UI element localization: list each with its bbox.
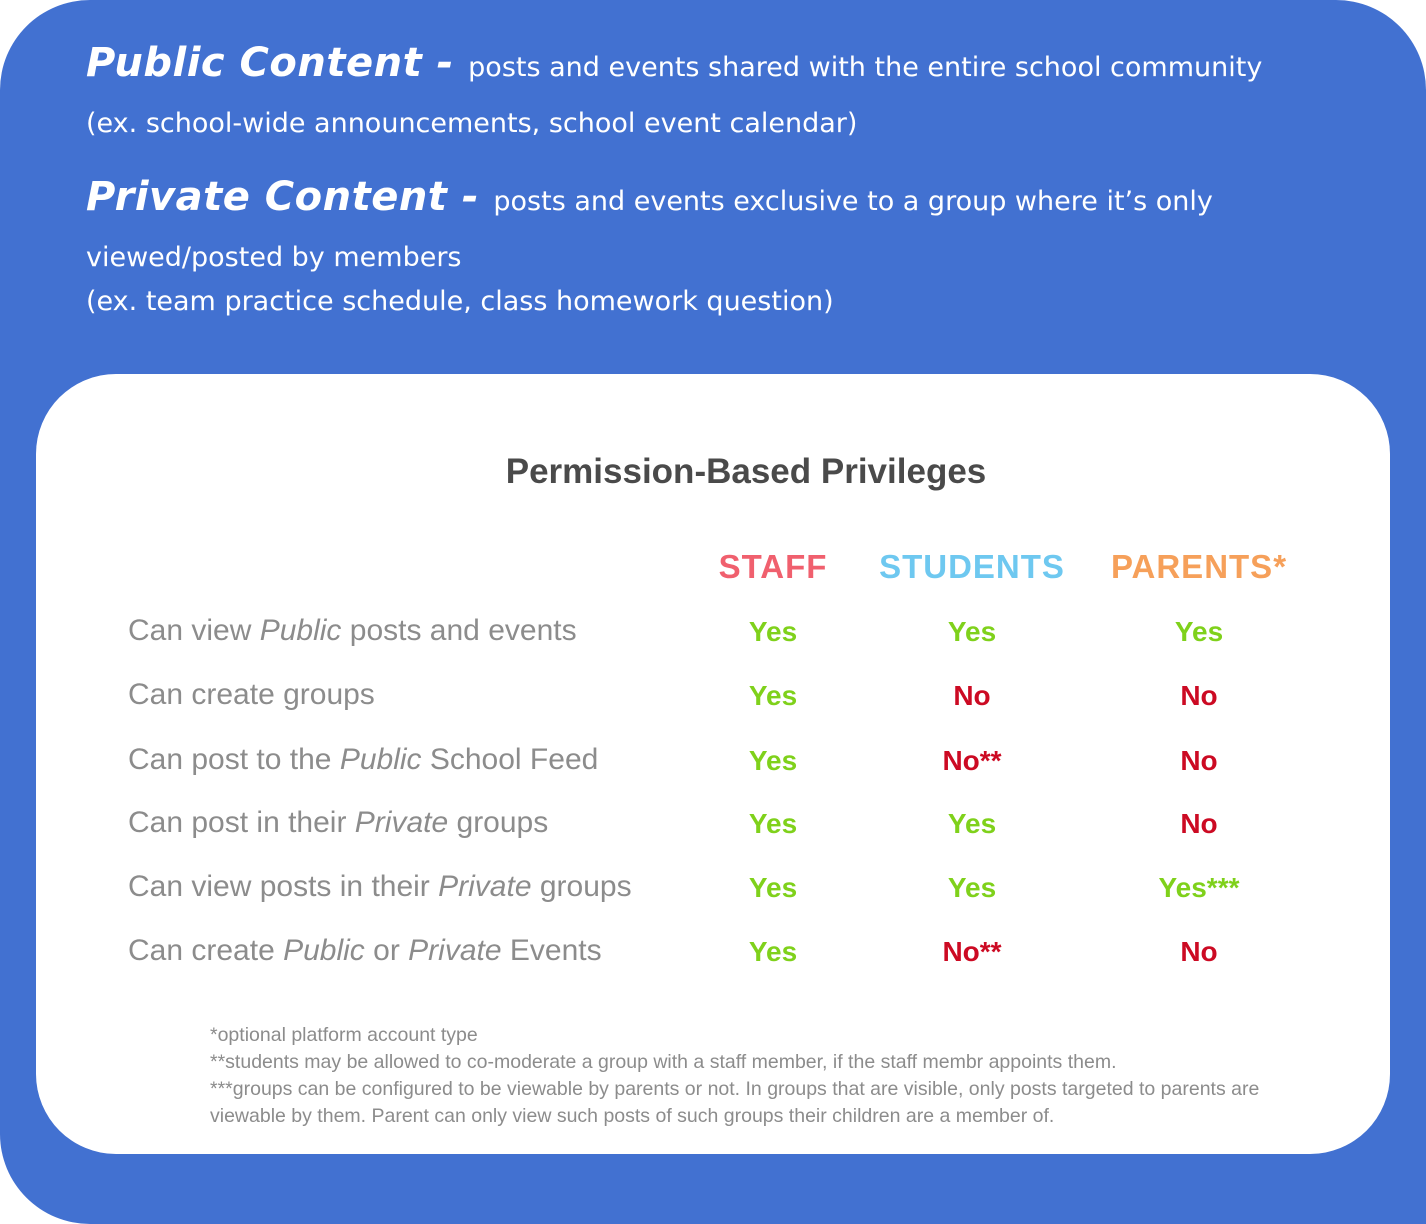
column-header-students: STUDENTS [879,548,1065,585]
footnotes [210,1022,1330,1130]
row-label-part: groups [531,870,632,903]
row-label-part: or [364,934,409,967]
footnote: **students may be allowed to co-moderate a group with a staff member, if the staff membr appoints them. [210,1051,1117,1073]
private-description-continuation: viewed/posted by members [86,242,462,273]
row-label-part: Public [339,743,422,776]
row-label-part: Can create [128,934,284,967]
private-example: (ex. team practice schedule, class homework question) [86,286,834,317]
row-label-part: Public [283,934,365,967]
cell-parents: No [1180,745,1218,776]
row-label-part: Private [438,870,532,903]
row-label [128,743,598,777]
cell-students: Yes [947,808,997,839]
cell-staff: Yes [748,872,798,903]
cell-parents: Yes [1174,616,1224,647]
cell-students: Yes [947,616,997,647]
privileges-card [36,374,1390,1154]
cell-parents: No [1180,936,1218,967]
public-definition [86,40,1262,86]
row-label [128,614,577,648]
cell-students: No [953,680,991,711]
cell-staff: Yes [748,745,798,776]
row-label-part: School Feed [421,743,599,776]
column-header-parents: PARENTS* [1110,548,1288,585]
row-label [128,934,602,968]
row-label-part: groups [448,806,549,839]
row-label [128,678,375,712]
row-label-part: Private [354,806,449,839]
row-label-part: Can post to the [128,743,340,776]
private-description: posts and events exclusive to a group where it’s only [493,186,1213,217]
row-label-part: Can view posts in their [128,870,439,903]
row-label-part: Can post in their [128,806,355,839]
cell-students: Yes [947,872,997,903]
cell-parents: No [1180,680,1218,711]
row-label [128,806,548,840]
row-label-part: Events [501,934,602,967]
public-description: posts and events shared with the entire school community [468,52,1263,83]
public-term: Public Content - [86,40,469,86]
row-label-part: Can view [128,614,260,647]
public-example: (ex. school-wide announcements, school event calendar) [86,108,858,139]
row-label-part: Private [408,934,502,967]
private-definition [86,174,1213,220]
row-label-part: Can create groups [128,678,375,711]
row-label [128,870,632,904]
cell-students: No** [942,936,1002,967]
cell-parents: No [1180,808,1218,839]
footnote: ***groups can be configured to be viewable by parents or not. In groups that are visible, only posts targeted to parents are viewable by them. Parent can only view such posts of such groups their children are a member of. [210,1078,1260,1127]
column-header-staff: STAFF [718,548,828,585]
row-label-part: Public [259,614,342,647]
row-label-part: posts and events [341,614,577,647]
cell-staff: Yes [748,936,798,967]
cell-students: No** [942,745,1002,776]
cell-parents: Yes*** [1158,872,1240,903]
cell-staff: Yes [748,616,798,647]
private-term: Private Content - [86,174,494,220]
cell-staff: Yes [748,808,798,839]
footnote: *optional platform account type [210,1024,478,1046]
table-title: Permission-Based Privileges [505,452,987,491]
cell-staff: Yes [748,680,798,711]
